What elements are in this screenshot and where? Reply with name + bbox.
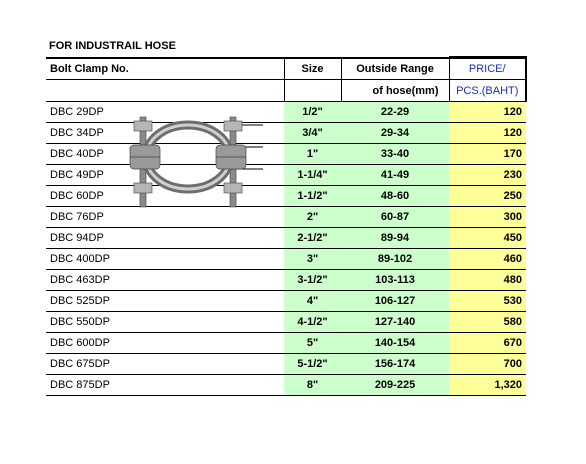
cell-range: 60-87 xyxy=(341,207,449,228)
cell-size: 3-1/2" xyxy=(284,270,341,291)
cell-price: 230 xyxy=(449,165,526,186)
cell-model: DBC 875DP xyxy=(46,375,284,396)
cell-range: 156-174 xyxy=(341,354,449,375)
cell-model: DBC 600DP xyxy=(46,333,284,354)
cell-range: 127-140 xyxy=(341,312,449,333)
cell-model: DBC 463DP xyxy=(46,270,284,291)
table-row xyxy=(46,249,526,270)
price-table xyxy=(46,56,527,396)
cell-range: 29-34 xyxy=(341,123,449,144)
table-row xyxy=(46,354,526,375)
subheader-row xyxy=(46,80,526,102)
cell-model: DBC 49DP xyxy=(46,165,284,186)
cell-size: 2-1/2" xyxy=(284,228,341,249)
cell-price: 530 xyxy=(449,291,526,312)
table-row xyxy=(46,270,526,291)
cell-range: 140-154 xyxy=(341,333,449,354)
cell-size: 3/4" xyxy=(284,123,341,144)
cell-price: 170 xyxy=(449,144,526,165)
cell-range: 209-225 xyxy=(341,375,449,396)
cell-size: 8" xyxy=(284,375,341,396)
bolt-clamp-image xyxy=(118,109,268,214)
table-row xyxy=(46,333,526,354)
cell-model: DBC 60DP xyxy=(46,186,284,207)
cell-size: 5-1/2" xyxy=(284,354,341,375)
cell-price: 120 xyxy=(449,102,526,123)
cell-range: 22-29 xyxy=(341,102,449,123)
cell-price: 480 xyxy=(449,270,526,291)
header-size: Size xyxy=(284,58,341,80)
cell-model: DBC 400DP xyxy=(46,249,284,270)
cell-size: 5" xyxy=(284,333,341,354)
cell-model: DBC 40DP xyxy=(46,144,284,165)
cell-model: DBC 34DP xyxy=(46,123,284,144)
header-price-sub: PCS.(BAHT) xyxy=(449,80,526,102)
cell-size: 4-1/2" xyxy=(284,312,341,333)
header-range: Outside Range xyxy=(341,58,449,80)
table-row xyxy=(46,228,526,249)
header-price: PRICE/ xyxy=(449,58,526,80)
cell-range: 89-94 xyxy=(341,228,449,249)
cell-model: DBC 94DP xyxy=(46,228,284,249)
cell-size: 4" xyxy=(284,291,341,312)
cell-size: 2" xyxy=(284,207,341,228)
cell-range: 41-49 xyxy=(341,165,449,186)
cell-price: 1,320 xyxy=(449,375,526,396)
cell-price: 580 xyxy=(449,312,526,333)
cell-size: 1/2" xyxy=(284,102,341,123)
cell-range: 48-60 xyxy=(341,186,449,207)
cell-price: 250 xyxy=(449,186,526,207)
cell-model: DBC 675DP xyxy=(46,354,284,375)
cell-range: 103-113 xyxy=(341,270,449,291)
subheader-model-blank xyxy=(46,80,284,102)
cell-price: 300 xyxy=(449,207,526,228)
cell-size: 3" xyxy=(284,249,341,270)
table-row xyxy=(46,291,526,312)
cell-size: 1-1/2" xyxy=(284,186,341,207)
table-caption: FOR INDUSTRAIL HOSE xyxy=(49,40,176,52)
cell-size: 1-1/4" xyxy=(284,165,341,186)
cell-price: 700 xyxy=(449,354,526,375)
header-range-sub: of hose(mm) xyxy=(341,80,449,102)
cell-model: DBC 550DP xyxy=(46,312,284,333)
header-model: Bolt Clamp No. xyxy=(46,58,284,80)
cell-price: 670 xyxy=(449,333,526,354)
cell-price: 120 xyxy=(449,123,526,144)
cell-model: DBC 29DP xyxy=(46,102,284,123)
cell-price: 460 xyxy=(449,249,526,270)
table-row xyxy=(46,312,526,333)
cell-range: 89-102 xyxy=(341,249,449,270)
cell-range: 106-127 xyxy=(341,291,449,312)
table-row xyxy=(46,375,526,396)
cell-model: DBC 76DP xyxy=(46,207,284,228)
cell-range: 33-40 xyxy=(341,144,449,165)
cell-model: DBC 525DP xyxy=(46,291,284,312)
subheader-size-blank xyxy=(284,80,341,102)
cell-price: 450 xyxy=(449,228,526,249)
header-row xyxy=(46,58,526,80)
cell-size: 1" xyxy=(284,144,341,165)
